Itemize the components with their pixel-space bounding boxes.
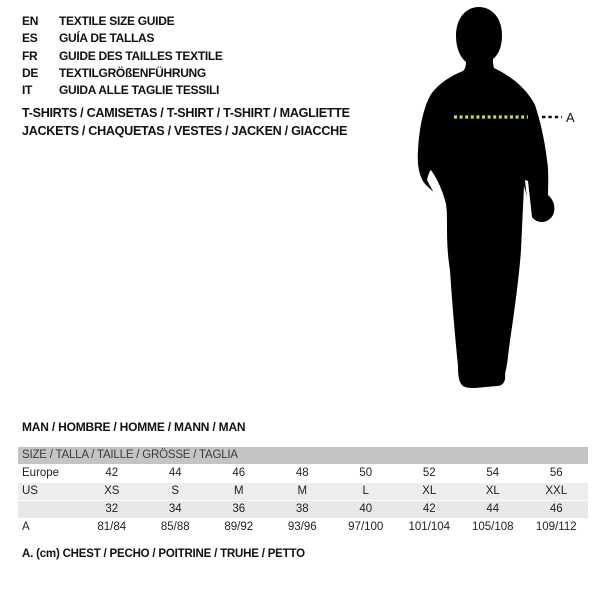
size-table-header: SIZE / TALLA / TAILLE / GRÖSSE / TAGLIA bbox=[18, 447, 588, 464]
table-cell: 42 bbox=[422, 503, 436, 515]
table-cell: 93/96 bbox=[287, 521, 317, 533]
size-table bbox=[18, 447, 588, 536]
table-cell: 97/100 bbox=[348, 521, 384, 533]
table-cell: 38 bbox=[295, 503, 309, 515]
table-cell: M bbox=[233, 485, 244, 497]
table-cell: 101/104 bbox=[408, 521, 451, 533]
table-cell: 32 bbox=[105, 503, 119, 515]
table-cell: 109/112 bbox=[535, 521, 577, 533]
table-row bbox=[18, 482, 588, 500]
table-cell: 81/84 bbox=[97, 521, 127, 533]
language-label: TEXTILE SIZE GUIDE bbox=[59, 14, 175, 28]
language-row bbox=[22, 65, 223, 82]
table-cell: XS bbox=[104, 485, 120, 497]
table-cell: M bbox=[297, 485, 308, 497]
language-row bbox=[22, 82, 223, 99]
table-cell: 54 bbox=[486, 467, 500, 479]
row-label: US bbox=[22, 485, 38, 497]
table-cell: S bbox=[171, 485, 180, 497]
table-cell: 34 bbox=[168, 503, 182, 515]
table-cell: 105/108 bbox=[471, 521, 514, 533]
language-code: DE bbox=[22, 65, 39, 80]
man-silhouette-figure bbox=[390, 0, 600, 400]
language-row bbox=[22, 13, 223, 30]
language-row bbox=[22, 48, 223, 65]
language-label: GUIDE DES TAILLES TEXTILE bbox=[59, 48, 223, 63]
table-row bbox=[18, 518, 588, 536]
table-cell: 48 bbox=[295, 467, 309, 479]
table-cell: 46 bbox=[549, 503, 563, 515]
language-code: ES bbox=[22, 31, 38, 46]
table-cell: 44 bbox=[168, 467, 182, 479]
measure-label-a: A bbox=[566, 110, 575, 125]
language-code: EN bbox=[22, 14, 39, 28]
table-cell: L bbox=[362, 485, 369, 497]
table-row bbox=[18, 500, 588, 518]
language-label: GUÍA DE TALLAS bbox=[59, 31, 155, 46]
table-row bbox=[18, 464, 588, 482]
language-label: TEXTILGRÖßENFÜHRUNG bbox=[59, 65, 206, 80]
table-cell: 85/88 bbox=[160, 521, 190, 533]
language-code: FR bbox=[22, 48, 38, 63]
table-cell: 52 bbox=[422, 467, 436, 479]
row-label: Europe bbox=[22, 467, 60, 479]
table-cell: 50 bbox=[359, 467, 373, 479]
language-label: GUIDA ALLE TAGLIE TESSILI bbox=[59, 83, 220, 98]
table-cell: XL bbox=[422, 485, 437, 497]
measurement-footnote: A. (cm) CHEST / PECHO / POITRINE / TRUHE / PETTO bbox=[22, 548, 305, 560]
table-cell: 44 bbox=[486, 503, 500, 515]
category-line-jackets: JACKETS / CHAQUETAS / VESTES / JACKEN / GIACCHE bbox=[22, 123, 348, 138]
row-label bbox=[18, 501, 80, 518]
table-cell: 42 bbox=[105, 467, 119, 479]
row-label: A bbox=[22, 521, 30, 533]
size-table-body bbox=[18, 464, 588, 536]
language-row bbox=[22, 30, 223, 47]
language-list bbox=[22, 13, 223, 99]
table-cell: XL bbox=[485, 485, 500, 497]
table-cell: 40 bbox=[359, 503, 373, 515]
category-line-tshirts: T-SHIRTS / CAMISETAS / T-SHIRT / T-SHIRT / MAGLIETTE bbox=[22, 106, 350, 120]
table-cell: 89/92 bbox=[224, 521, 254, 533]
table-cell: XXL bbox=[545, 485, 568, 497]
table-cell: 36 bbox=[232, 503, 246, 515]
language-code: IT bbox=[22, 83, 33, 98]
table-cell: 46 bbox=[232, 467, 246, 479]
category-lines bbox=[22, 105, 350, 140]
section-title-man: MAN / HOMBRE / HOMME / MANN / MAN bbox=[22, 420, 246, 434]
table-cell: 56 bbox=[549, 467, 563, 479]
